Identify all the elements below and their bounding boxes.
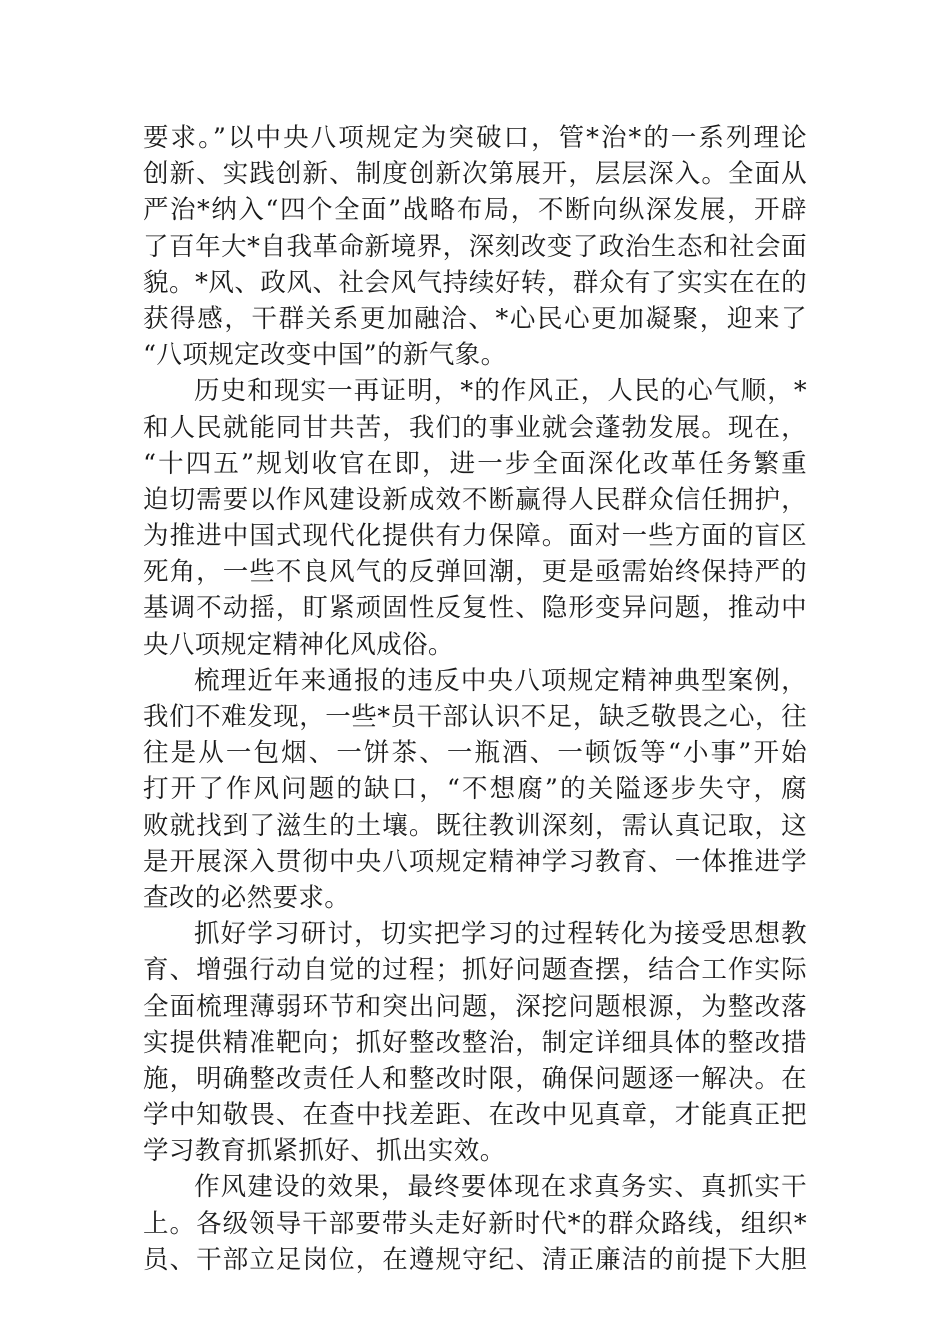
paragraph-1	[143, 120, 807, 373]
text-line: 育、增强行动自觉的过程；抓好问题查摆，结合工作实际	[143, 955, 807, 986]
text-line: 基调不动摇，盯紧顽固性反复性、隐形变异问题，推动中	[143, 593, 807, 624]
text-line: 为推进中国式现代化提供有力保障。面对一些方面的盲区	[143, 521, 807, 552]
paragraph-3	[143, 663, 807, 916]
text-line: 要求。”以中央八项规定为突破口，管*治*的一系列理论	[143, 123, 807, 153]
text-line: 上。各级领导干部要带头走好新时代*的群众路线，组织*	[143, 1208, 807, 1239]
text-line: 员、干部立足岗位，在遵规守纪、清正廉洁的前提下大胆	[143, 1244, 807, 1275]
text-line: 了百年大*自我革命新境界，深刻改变了政治生态和社会面	[143, 231, 807, 262]
paragraph-5	[143, 1169, 807, 1278]
text-line: 打开了作风问题的缺口，“不想腐”的关隘逐步失守，腐	[143, 774, 807, 805]
text-line: 貌。*风、政风、社会风气持续好转，群众有了实实在在的	[143, 267, 807, 298]
text-line: “十四五”规划收官在即，进一步全面深化改革任务繁重	[143, 448, 807, 479]
text-line: 作风建设的效果，最终要体现在求真务实、真抓实干	[194, 1172, 807, 1203]
text-line: 梳理近年来通报的违反中央八项规定精神典型案例，	[194, 665, 807, 696]
text-line: 学习教育抓紧抓好、抓出实效。	[143, 1136, 506, 1167]
text-line: 和人民就能同甘共苦，我们的事业就会蓬勃发展。现在，	[143, 412, 807, 443]
text-line: 我们不难发现，一些*员干部认识不足，缺乏敬畏之心，往	[143, 702, 807, 732]
text-line: 查改的必然要求。	[143, 882, 351, 913]
paragraph-2	[143, 373, 807, 663]
text-line: 创新、实践创新、制度创新次第展开，层层深入。全面从	[143, 159, 807, 190]
text-line: 获得感，干群关系更加融洽、*心民心更加凝聚，迎来了	[143, 303, 807, 334]
text-line: 死角，一些不良风气的反弹回潮，更是亟需始终保持严的	[143, 557, 807, 588]
paragraph-4	[143, 916, 807, 1169]
text-line: 迫切需要以作风建设新成效不断赢得人民群众信任拥护，	[143, 484, 807, 515]
text-line: 抓好学习研讨，切实把学习的过程转化为接受思想教	[194, 919, 807, 950]
text-line: 施，明确整改责任人和整改时限，确保问题逐一解决。在	[143, 1063, 807, 1094]
text-line: 历史和现实一再证明，*的作风正，人民的心气顺，*	[194, 376, 807, 407]
text-line: 败就找到了滋生的土壤。既往教训深刻，需认真记取，这	[143, 810, 807, 841]
text-line: 学中知敬畏、在查中找差距、在改中见真章，才能真正把	[143, 1100, 807, 1131]
text-line: 央八项规定精神化风成俗。	[143, 629, 454, 660]
text-line: “八项规定改变中国”的新气象。	[143, 340, 507, 371]
text-line: 严治*纳入“四个全面”战略布局，不断向纵深发展，开辟	[143, 195, 807, 226]
text-line: 全面梳理薄弱环节和突出问题，深挖问题根源，为整改落	[143, 991, 807, 1022]
document-body	[143, 120, 807, 1278]
text-line: 是开展深入贯彻中央八项规定精神学习教育、一体推进学	[143, 846, 807, 877]
text-line: 实提供精准靶向；抓好整改整治，制定详细具体的整改措	[143, 1027, 807, 1058]
text-line: 往是从一包烟、一饼茶、一瓶酒、一顿饭等“小事”开始	[143, 738, 807, 769]
